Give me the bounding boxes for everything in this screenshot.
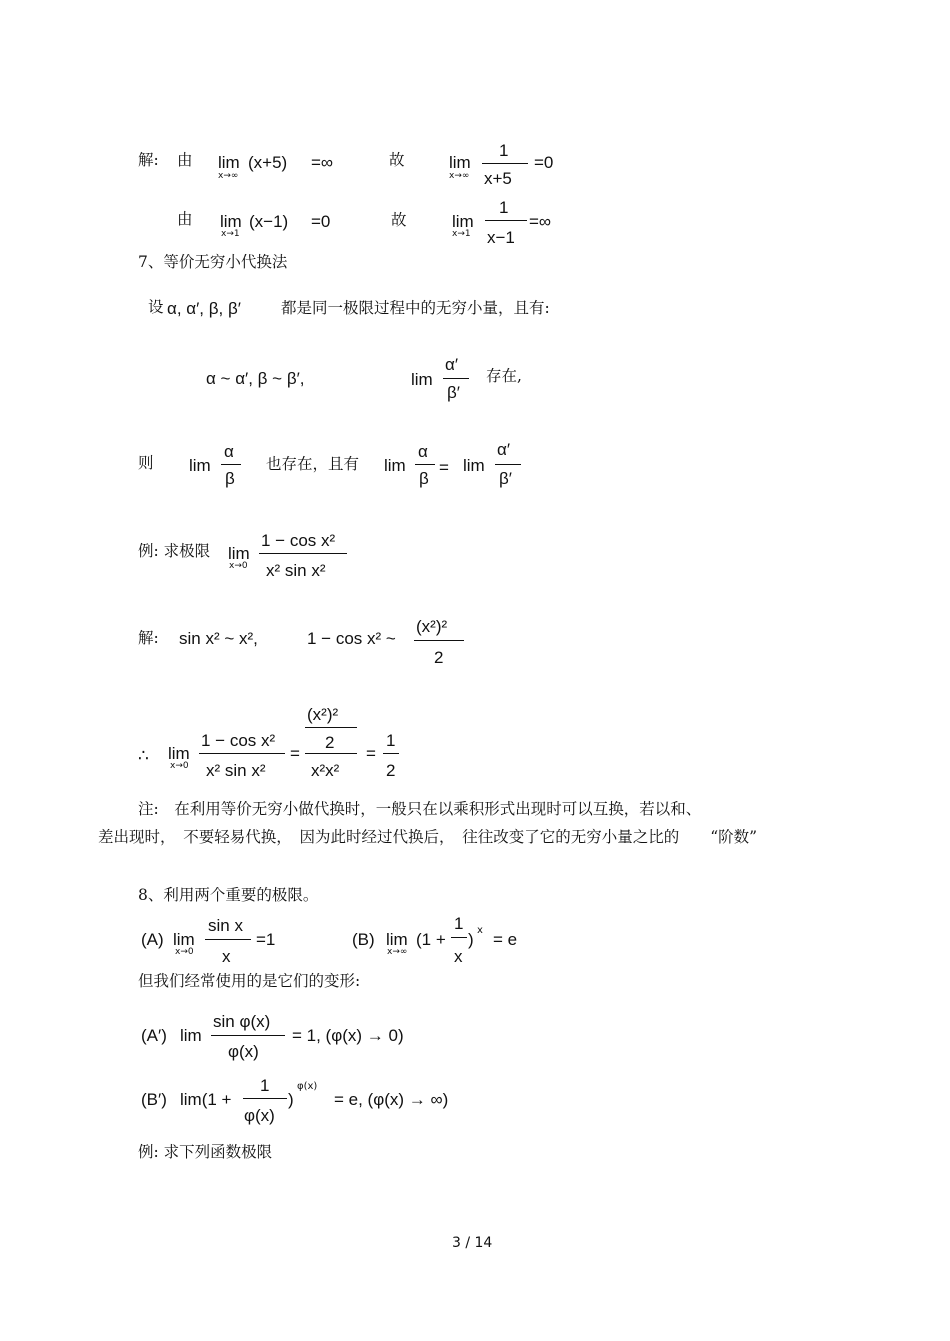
variables: α, α′, β, β′ (167, 299, 241, 318)
fraction-numerator: α′ (445, 355, 459, 374)
fraction-numerator: (x²)² (416, 617, 448, 636)
lim-subscript: x→∞ (449, 171, 470, 181)
fraction-denominator: φ(x) (228, 1042, 259, 1061)
fraction-bar (443, 378, 469, 379)
fraction-bar (495, 464, 521, 465)
lim-expression: lim(1 + (180, 1090, 232, 1109)
ze-text: 则 (138, 454, 154, 472)
fraction-numerator: 1 (260, 1076, 270, 1095)
lim-subscript: x→1 (221, 229, 240, 239)
fraction-numerator: α′ (497, 440, 511, 459)
gu-text: 故 (391, 211, 407, 229)
solution-label: 解: (138, 629, 159, 647)
lim-subscript: x→0 (175, 947, 194, 957)
page-number: 3 / 14 (452, 1235, 493, 1251)
fraction-denominator: 2 (434, 648, 444, 667)
paren-close: ) (288, 1090, 294, 1109)
paren-open: (1 + (416, 930, 446, 949)
lim-operator: lim (386, 930, 408, 949)
equals-sign: = (290, 744, 300, 763)
you-text: 由 (177, 210, 193, 228)
fraction-denominator: x² sin x² (266, 561, 326, 580)
you-text: 由 (177, 151, 193, 169)
section-heading: 7、等价无穷小代换法 (138, 253, 288, 271)
she-text: 设 (148, 298, 164, 316)
fraction-numerator: sin x (208, 916, 243, 935)
fraction-denominator: β (419, 469, 429, 488)
fraction-bar (221, 464, 241, 465)
lim-operator: lim (228, 544, 250, 563)
equals-e: = e (493, 930, 518, 949)
fraction-denominator: φ(x) (244, 1106, 275, 1125)
fraction-denominator: x²x² (311, 761, 340, 780)
lim-operator: lim (384, 456, 406, 475)
exponent: φ(x) (297, 1081, 318, 1092)
formula-a-label: (A) (141, 930, 164, 949)
lim-operator: lim (463, 456, 485, 475)
fraction-bar (211, 1035, 285, 1036)
fraction-denominator: x (222, 947, 231, 966)
condition-b: = e, (φ(x) → ∞) (334, 1090, 449, 1109)
lim-subscript: x→1 (452, 229, 471, 239)
yecunzai-text: 也存在，且有 (266, 455, 360, 473)
variables-description: 都是同一极限过程中的无穷小量，且有: (281, 299, 550, 317)
expression: (x+5) (248, 153, 288, 172)
fraction-bar (199, 753, 285, 754)
fraction-bar (482, 163, 528, 164)
lim-operator: lim (411, 370, 433, 389)
formula-b-prime-label: (B′) (141, 1090, 167, 1109)
fraction-bar (259, 553, 347, 554)
equivalence: α ~ α′, β ~ β′, (206, 369, 305, 388)
lim-subscript: x→0 (170, 761, 189, 771)
equals-sign: = (366, 744, 376, 763)
fraction-denominator: x+5 (484, 169, 512, 188)
fraction-denominator: β (225, 469, 235, 488)
fraction-numerator: 1 − cos x² (201, 731, 276, 750)
lim-operator: lim (220, 212, 242, 231)
fraction-denominator: x−1 (487, 228, 515, 247)
fraction-bar (243, 1098, 287, 1099)
equals-infinity: =∞ (529, 212, 552, 231)
exponent: x (477, 925, 483, 936)
note-line-2: 差出现时， 不要轻易代换， 因为此时经过代换后， 往往改变了它的无穷小量之比的 “阶数” (98, 828, 758, 846)
formula-b-label: (B) (352, 930, 375, 949)
formula-a-prime-label: (A′) (141, 1026, 167, 1045)
fraction-bar (415, 464, 435, 465)
variant-intro: 但我们经常使用的是它们的变形: (138, 972, 361, 990)
equals-infinity: =∞ (311, 153, 334, 172)
equals-one: =1 (256, 930, 276, 949)
note-line-1: 注: 在利用等价无穷小做代换时，一般只在以乘积形式出现时可以互换，若以和、 (138, 800, 702, 818)
fraction-numerator: 1 (454, 914, 464, 933)
equals-sign: = (439, 458, 449, 477)
equals-zero: =0 (311, 212, 331, 231)
equivalence-2: 1 − cos x² ~ (307, 629, 396, 648)
lim-operator: lim (173, 930, 195, 949)
fraction-bar (414, 640, 464, 641)
fraction-bar (451, 937, 467, 938)
lim-operator: lim (218, 153, 240, 172)
fraction-bar (205, 939, 251, 940)
example-label: 例: 求极限 (138, 542, 211, 560)
solution-label: 解: (138, 151, 159, 169)
fraction-bar (383, 753, 399, 754)
fraction-numerator: sin φ(x) (213, 1012, 271, 1031)
fraction-numerator: 1 (499, 198, 509, 217)
cunzai-text: 存在, (486, 367, 522, 385)
condition-a: = 1, (φ(x) → 0) (292, 1026, 404, 1045)
lim-operator: lim (189, 456, 211, 475)
example-label: 例: 求下列函数极限 (138, 1143, 273, 1161)
fraction-denominator: 2 (386, 761, 396, 780)
fraction-numerator: 1 − cos x² (261, 531, 336, 550)
lim-operator: lim (449, 153, 471, 172)
fraction-bar (485, 220, 527, 221)
lim-subscript: x→∞ (218, 171, 239, 181)
paren-close: ) (468, 930, 474, 949)
nested-denominator: 2 (325, 733, 335, 752)
section-heading: 8、利用两个重要的极限。 (138, 886, 319, 904)
lim-operator: lim (180, 1026, 202, 1045)
fraction-denominator: β′ (499, 469, 512, 488)
lim-operator: lim (452, 212, 474, 231)
fraction-numerator: α (418, 442, 428, 461)
fraction-numerator: 1 (499, 141, 509, 160)
lim-subscript: x→∞ (387, 947, 408, 957)
lim-subscript: x→0 (229, 561, 248, 571)
fraction-numerator: 1 (386, 731, 396, 750)
therefore-symbol: ∴ (138, 746, 149, 765)
fraction-denominator: x (454, 947, 463, 966)
main-fraction-bar (305, 753, 357, 754)
fraction-denominator: x² sin x² (206, 761, 266, 780)
equivalence-1: sin x² ~ x², (179, 629, 258, 648)
lim-operator: lim (168, 744, 190, 763)
fraction-denominator: β′ (447, 383, 460, 402)
equals-zero: =0 (534, 153, 554, 172)
fraction-numerator: α (224, 442, 234, 461)
gu-text: 故 (389, 151, 405, 169)
expression: (x−1) (249, 212, 289, 231)
fraction-bar (305, 727, 357, 728)
nested-numerator: (x²)² (307, 705, 339, 724)
